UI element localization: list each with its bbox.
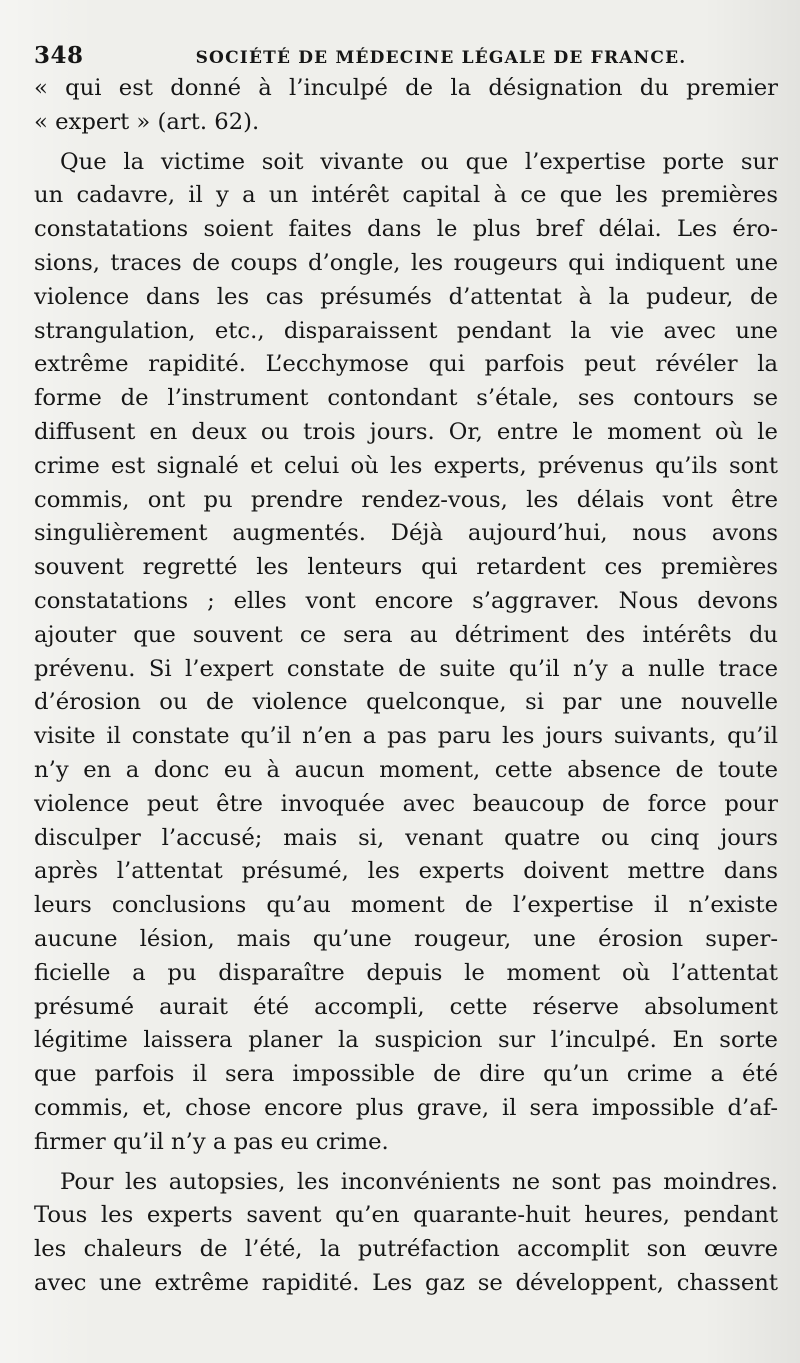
- text-line: présumé aurait été accompli, cette réserve absolument: [34, 993, 778, 1020]
- text-line: les chaleurs de l’été, la putréfaction accomplit son œuvre: [34, 1236, 778, 1263]
- paragraph-start-line: Que la victime soit vivante ou que l’expertise porte sur: [60, 148, 778, 175]
- text-line: violence peut être invoquée avec beaucoup de force pour: [34, 790, 778, 817]
- paragraph-start-line: Pour les autopsies, les inconvénients ne sont pas moindres.: [60, 1168, 778, 1195]
- text-line: n’y en a donc eu à aucun moment, cette absence de toute: [34, 756, 778, 783]
- text-line: constatations soient faites dans le plus bref délai. Les éro-: [34, 216, 778, 243]
- text-line: « expert » (art. 62).: [34, 108, 260, 135]
- text-line: ajouter que souvent ce sera au détriment des intérêts du: [34, 621, 778, 648]
- text-line: commis, ont pu prendre rendez-vous, les délais vont être: [34, 486, 778, 513]
- text-line: que parfois il sera impossible de dire qu’un crime a été: [34, 1061, 778, 1088]
- text-line: d’érosion ou de violence quelconque, si par une nouvelle: [34, 689, 778, 716]
- text-line: souvent regretté les lenteurs qui retardent ces premières: [34, 554, 778, 581]
- page-number: 348: [34, 42, 84, 69]
- text-line: aucune lésion, mais qu’une rougeur, une érosion super-: [34, 925, 778, 952]
- text-line: « qui est donné à l’inculpé de la désignation du premier: [34, 75, 778, 101]
- text-line: diffusent en deux ou trois jours. Or, entre le moment où le: [34, 418, 778, 445]
- running-title: SOCIÉTÉ DE MÉDECINE LÉGALE DE FRANCE.: [195, 48, 687, 68]
- text-line: prévenu. Si l’expert constate de suite qu’il n’y a nulle trace: [34, 655, 778, 682]
- text-line: forme de l’instrument contondant s’étale, ses contours se: [34, 385, 778, 412]
- text-line: violence dans les cas présumés d’attentat à la pudeur, de: [34, 283, 778, 310]
- text-line: leurs conclusions qu’au moment de l’expertise il n’existe: [34, 892, 778, 919]
- page-header: [34, 42, 778, 70]
- body-text: [34, 72, 778, 1301]
- text-line: visite il constate qu’il n’en a pas paru les jours suivants, qu’il: [34, 723, 778, 750]
- text-line: crime est signalé et celui où les experts, prévenus qu’ils sont: [34, 452, 778, 479]
- text-line: firmer qu’il n’y a pas eu crime.: [34, 1128, 389, 1155]
- text-line: constatations ; elles vont encore s’aggraver. Nous devons: [34, 587, 778, 614]
- text-line: singulièrement augmentés. Déjà aujourd’hui, nous avons: [34, 520, 778, 547]
- text-line: après l’attentat présumé, les experts doivent mettre dans: [34, 858, 778, 885]
- text-line: ficielle a pu disparaître depuis le moment où l’attentat: [34, 959, 778, 986]
- text-line: disculper l’accusé; mais si, venant quatre ou cinq jours: [34, 824, 778, 851]
- text-line: avec une extrême rapidité. Les gaz se développent, chassent: [34, 1269, 778, 1296]
- text-line: commis, et, chose encore plus grave, il sera impossible d’af-: [34, 1094, 778, 1121]
- text-line: légitime laissera planer la suspicion sur l’inculpé. En sorte: [34, 1027, 778, 1054]
- text-line: un cadavre, il y a un intérêt capital à ce que les premières: [34, 182, 778, 209]
- text-line: sions, traces de coups d’ongle, les rougeurs qui indiquent une: [34, 249, 778, 276]
- text-line: strangulation, etc., disparaissent pendant la vie avec une: [34, 317, 778, 344]
- text-line: extrême rapidité. L’ecchymose qui parfois peut révéler la: [34, 351, 778, 378]
- text-line: Tous les experts savent qu’en quarante-huit heures, pendant: [34, 1202, 778, 1229]
